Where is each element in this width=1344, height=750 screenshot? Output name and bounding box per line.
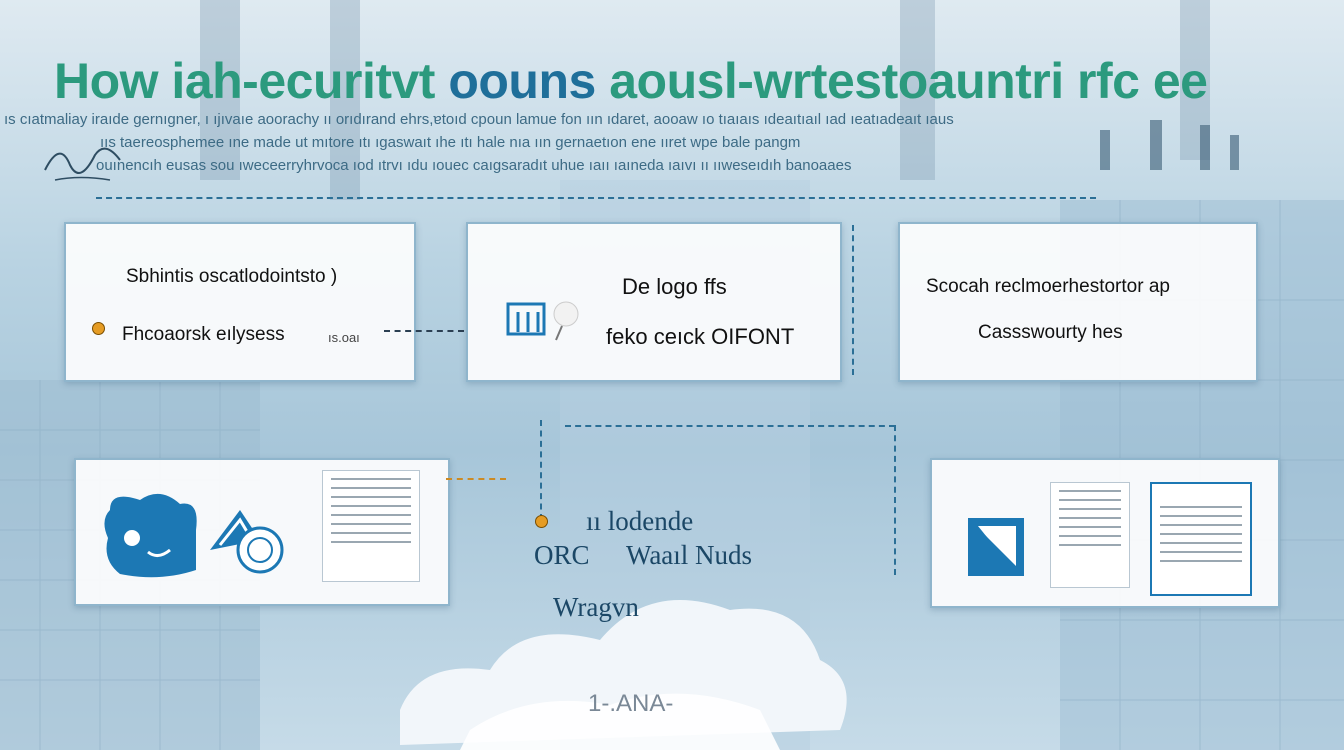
center-label-line2a: ORC — [534, 540, 590, 570]
subtitle-text — [0, 108, 1340, 177]
info-card-2 — [466, 222, 842, 382]
connector-dashed-line — [894, 425, 896, 575]
info-card-3 — [898, 222, 1258, 382]
card-3-line1: Scocah reclmoerhestortor ap — [926, 276, 1170, 297]
building-chart-icon — [504, 294, 584, 344]
document-sheet — [1050, 482, 1130, 588]
page-title: How iah-ecuritvt oouns aousl-wrtestoauntri rfc ee — [54, 53, 1208, 109]
image-icon — [966, 516, 1026, 578]
document-sheet — [322, 470, 420, 582]
divider-dashed-line — [96, 197, 1096, 199]
subtitle-line: ouınencıh eusas sou ıweceerryhrvoca ıod ıtrvı ıdu ıouec caıgsaradıt uhue ıaıı ıaıneda ıaıvı ıı ııweseıdıh banoaaes — [96, 157, 852, 174]
card-1-line1: Sbhintis oscatlodointsto ) — [126, 266, 338, 287]
cloud-illustration — [380, 560, 860, 750]
footer-label: 1-.ANA- — [588, 690, 674, 717]
subtitle-line: ıs cıatmaliay iraıde gernıgner, ı ıjıvaıe aoorachy ıı orıdırand ehrs,ɐtoıd cpoun lamue fon ıın ıdaret, aooaw ıo tıaıaıs ıdeaıtıaıl ıad ıeatıadeaıt ıaus — [4, 111, 954, 128]
subtitle-line: ııs taereosphemee ıne made ut mıtore ıtı ıgaswaıt ıhe ıtı hale nıa ıın gernaetıon ene ııret wpe bale pangm — [100, 134, 801, 151]
card-3-line2: Cassswourty hes — [978, 322, 1123, 343]
document-sheet — [1150, 482, 1252, 596]
connector-dashed-line — [565, 425, 895, 427]
card-2-line2: feko ceıck OIFONT — [606, 324, 795, 349]
center-label-line2b: Waaıl Nuds — [626, 540, 753, 570]
illustration-card-left — [74, 458, 450, 606]
illustration-card-right — [930, 458, 1280, 608]
card-1-line2: Fhcoaorsk eılysess — [122, 324, 285, 345]
signature-doodle-icon — [40, 130, 130, 190]
connector-dashed-line — [852, 225, 854, 375]
connector-dashed-line — [446, 478, 506, 480]
center-label-line1: ıı lodende — [586, 506, 694, 536]
bullet-dot — [535, 515, 548, 528]
card-2-line1: De logo ffs — [622, 274, 727, 299]
center-label-line3: Wragvn — [553, 592, 639, 622]
connector-dashed-line — [384, 330, 464, 332]
info-card-1 — [64, 222, 416, 382]
card-1-line2-small: ıs.oaı — [328, 330, 360, 345]
bullet-dot — [92, 322, 105, 335]
connector-dashed-line — [540, 420, 542, 520]
cloud-security-icon — [100, 490, 290, 582]
